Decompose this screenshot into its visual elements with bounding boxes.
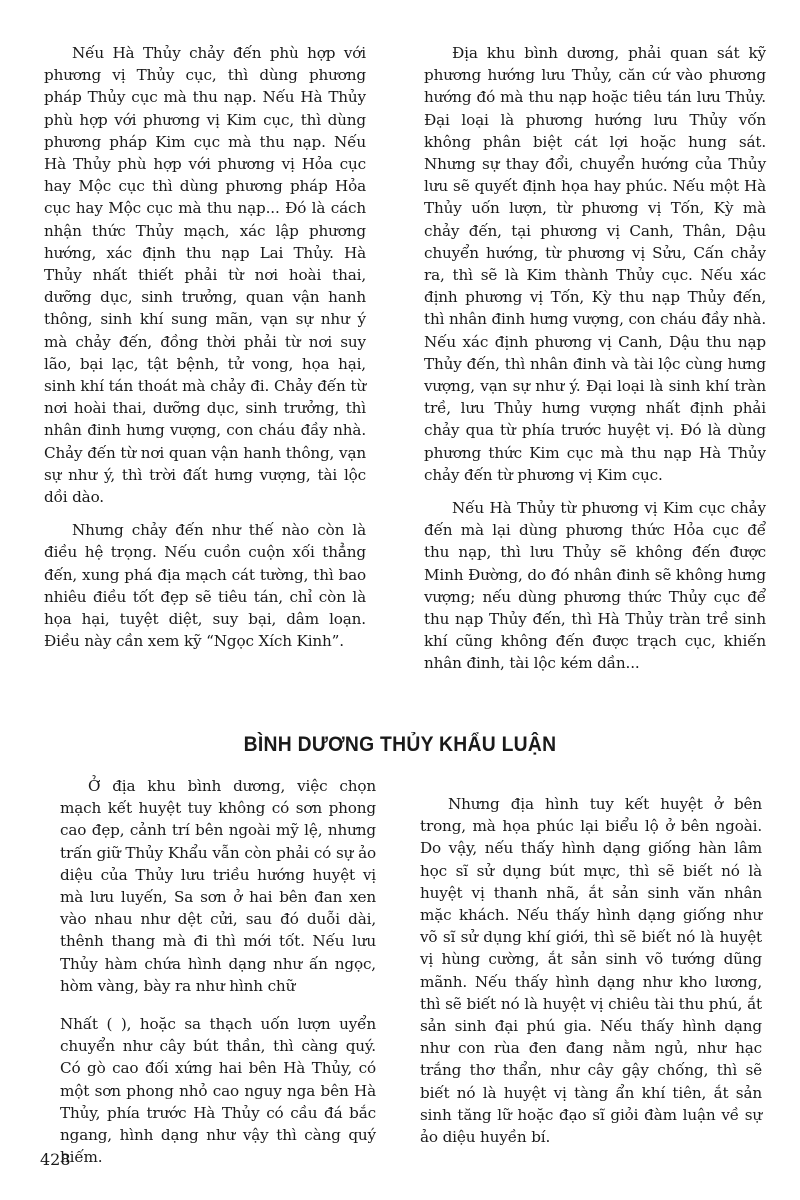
section-title: BÌNH DƯƠNG THỦY KHẨU LUẬN <box>243 733 557 756</box>
paragraph: Nhưng chảy đến như thế nào còn là điều hệ trọng. Nếu cuồn cuộn xối thẳng đến, xung phá địa mạch cát tường, thì bao nhiêu điều tốt đẹp sẽ tiêu tán, chỉ còn là họa hại, tuyệt diệt, suy bại, dâm loạn. Điều này cần xem kỹ “Ngọc Xích Kinh”. <box>44 521 366 651</box>
paragraph: Nếu Hà Thủy từ phương vị Kim cục chảy đến mà lại dùng phương thức Hỏa cục để thu nạp, thì lưu Thủy sẽ không đến được Minh Đường, do đó nhân đinh sẽ không hưng vượng; nếu dùng phương thức Thủy cục để thu nạp Thủy đến, thì Hà Thủy tràn trề sinh khí cũng không đến được trạch cục, khiến nhân đinh, tài lộc kém dần... <box>424 499 766 673</box>
top-right-column <box>424 42 766 686</box>
paragraph: Ở địa khu bình dương, việc chọn mạch kết huyệt tuy không có sơn phong cao đẹp, cảnh trí bên ngoài mỹ lệ, nhưng trấn giữ Thủy Khẩu vẫn còn phải có sự ảo diệu của Thủy lưu triều hướng huyệt vị mà lưu luyến, Sa sơn ở hai bên đan xen vào nhau như dệt cửi, sau đó duỗi dài, thênh thang mà đi thì mới tốt. Nếu lưu Thủy hàm chứa hình dạng như ấn ngọc, hòm vàng, bày ra như hình chữ <box>60 777 376 995</box>
paragraph: Nhưng địa hình tuy kết huyệt ở bên trong, mà họa phúc lại biểu lộ ở bên ngoài. Do vậy, nếu thấy hình dạng giống hàn lâm học sĩ sử dụng bút mực, thì sẽ biết nó là huyệt vị thanh nhã, ắt sản sinh văn nhân mặc khách. Nếu thấy hình dạng giống như võ sĩ sử dụng khí giới, thì sẽ biết nó là huyệt vị hùng cường, ắt sản sinh võ tướng dũng mãnh. Nếu thấy hình dạng như kho lương, thì sẽ biết nó là huyệt vị chiêu tài thu phú, ắt sản sinh đại phú gia. Nếu thấy hình dạng như con rùa đen đang nằm ngủ, như hạc trắng thơ thẩn, như cây gậy chống, thì sẽ biết nó là huyệt vị tàng ẩn khí tiên, ắt sản sinh tăng lữ hoặc đạo sĩ giỏi đàm luận về sự ảo diệu huyền bí. <box>420 795 762 1147</box>
paragraph: Nhất ( ), hoặc sa thạch uốn lượn uyển chuyển như cây bút thần, thì càng quý. Có gò cao đối xứng hai bên Hà Thủy, có một sơn phong nhỏ cao nguy nga bên Hà Thủy, phía trước Hà Thủy có cầu đá bắc ngang, hình dạng như vậy thì càng quý hiếm. <box>60 1015 376 1167</box>
bottom-left-column <box>60 775 376 1179</box>
top-left-column <box>44 42 366 663</box>
page-number: 428 <box>40 1150 71 1169</box>
paragraph: Địa khu bình dương, phải quan sát kỹ phương hướng lưu Thủy, căn cứ vào phương hướng đó mà thu nạp hoặc tiêu tán lưu Thủy. Đại loại là phương hướng lưu Thủy vốn không phân biệt cát lợi hoặc hung sát. Nhưng sự thay đổi, chuyển hướng của Thủy lưu sẽ quyết định họa hay phúc. Nếu một Hà Thủy uốn lượn, từ phương vị Tốn, Kỳ mà chảy đến, tại phương vị Canh, Thân, Dậu chuyển hướng, từ phương vị Sửu, Cấn chảy ra, thì sẽ là Kim thành Thủy cục. Nếu xác định phương vị Tốn, Kỳ thu nạp Thủy đến, thì nhân đinh hưng vượng, con cháu đầy nhà. Nếu xác định phương vị Canh, Dậu thu nạp Thủy đến, thì nhân đinh và tài lộc cùng hưng vượng, vạn sự như ý. Đại loại là sinh khí tràn trề, lưu Thủy hưng vượng nhất định phải chảy qua từ phía trước huyệt vị. Đó là dùng phương thức Kim cục mà thu nạp Hà Thủy chảy đến từ phương vị Kim cục. <box>424 44 766 484</box>
paragraph: Nếu Hà Thủy chảy đến phù hợp với phương vị Thủy cục, thì dùng phương pháp Thủy cục mà thu nạp. Nếu Hà Thủy phù hợp với phương vị Kim cục, thì dùng phương pháp Kim cục mà thu nạp. Nếu Hà Thủy phù hợp với phương vị Hỏa cục hay Mộc cục thì dùng phương pháp Hỏa cục hay Mộc cục mà thu nạp... Đó là cách nhận thức Thủy mạch, xác lập phương hướng, xác định thu nạp Lai Thủy. Hà Thủy nhất thiết phải từ nơi hoài thai, dưỡng dục, sinh trưởng, quan vận hanh thông, sinh khí sung mãn, vạn sự như ý mà chảy đến, đồng thời phải từ nơi suy lão, bại lạc, tật bệnh, tử vong, họa hại, sinh khí tán thoát mà chảy đi. Chảy đến từ nơi hoài thai, dưỡng dục, sinh trưởng, thì nhân đinh hưng vượng, con cháu đầy nhà. Chảy đến từ nơi quan vận hanh thông, vạn sự như ý, thì trời đất hưng vượng, tài lộc dồi dào. <box>44 44 366 507</box>
bottom-right-column <box>420 793 762 1159</box>
